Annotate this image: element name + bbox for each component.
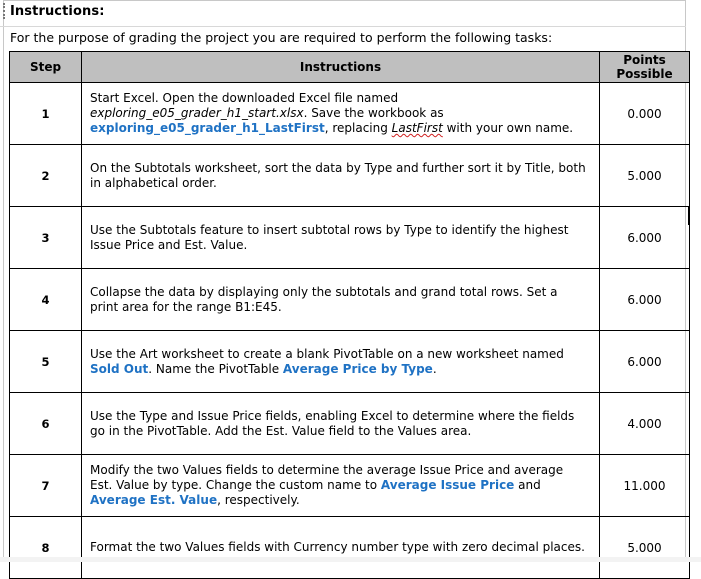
tasks-table: [9, 51, 690, 579]
instruction-fragment: .: [432, 361, 437, 376]
step-number: 8: [10, 517, 82, 579]
header-points-label: Points Possible: [616, 53, 673, 81]
points-value: 5.000: [600, 145, 690, 207]
points-value: 6.000: [600, 269, 690, 331]
text-cursor: [688, 207, 689, 225]
points-value: 5.000: [600, 517, 690, 579]
page-bottom-edge: [0, 557, 701, 562]
intro-text: For the purpose of grading the project you are required to perform the following tasks:: [10, 30, 553, 45]
table-move-handle[interactable]: [3, 3, 7, 19]
table-row: [10, 207, 690, 269]
table-row: [10, 455, 690, 517]
instruction-text: [82, 207, 600, 269]
header-instructions: Instructions: [82, 52, 600, 83]
points-value: 6.000: [600, 207, 690, 269]
instruction-text: [82, 269, 600, 331]
points-value: 0.000: [600, 83, 690, 145]
step-number: 2: [10, 145, 82, 207]
header-points: [600, 52, 690, 83]
instruction-fragment: Use the Art worksheet to create a blank PivotTable on a new worksheet named: [90, 346, 564, 361]
instruction-text: [82, 331, 600, 393]
instruction-fragment: , replacing: [324, 121, 392, 135]
instruction-fragment: Collapse the data by displaying only the subtotals and grand total rows. Set a print area for the range B1:E45.: [90, 284, 558, 314]
instruction-fragment: Average Price by Type: [282, 361, 433, 376]
instruction-fragment: Format the two Values fields with Currency number type with zero decimal places.: [90, 540, 585, 554]
table-row: [10, 393, 690, 455]
step-number: 1: [10, 83, 82, 145]
instruction-fragment: Sold Out: [90, 361, 149, 376]
page-title: Instructions:: [10, 4, 105, 19]
instruction-text: [82, 455, 600, 517]
instruction-fragment: LastFirst: [391, 121, 443, 135]
instruction-fragment: Use the Subtotals feature to insert subtotal rows by Type to identify the highest Issue Price and Est. Value.: [90, 222, 569, 252]
step-number: 4: [10, 269, 82, 331]
step-number: 6: [10, 393, 82, 455]
instruction-text: [82, 83, 600, 145]
instruction-text: [82, 517, 600, 579]
instruction-fragment: Use the Type and Issue Price fields, enabling Excel to determine where the fields go in the PivotTable. Add the Est. Value field to the Values area.: [90, 408, 575, 438]
instruction-text: [82, 393, 600, 455]
instruction-fragment: . Save the workbook as: [303, 106, 444, 120]
instruction-fragment: Average Issue Price: [380, 478, 515, 492]
instruction-fragment: with your own name.: [442, 121, 574, 135]
instruction-fragment: and: [514, 478, 541, 492]
table-row: [10, 517, 690, 579]
instruction-fragment: Average Est. Value: [90, 493, 218, 507]
instruction-fragment: Start Excel. Open the downloaded Excel file named: [90, 91, 399, 105]
step-number: 7: [10, 455, 82, 517]
instruction-fragment: On the Subtotals worksheet, sort the data by Type and further sort it by Title, both in alphabetical order.: [90, 160, 586, 190]
table-row: [10, 331, 690, 393]
table-header-row: [10, 52, 690, 83]
points-value: 6.000: [600, 331, 690, 393]
instruction-fragment: exploring_e05_grader_h1_start.xlsx: [90, 106, 304, 120]
table-row: [10, 83, 690, 145]
points-value: 4.000: [600, 393, 690, 455]
instruction-fragment: . Name the PivotTable: [148, 361, 283, 376]
points-value: 11.000: [600, 455, 690, 517]
instruction-fragment: Modify the two Values fields to determine the average Issue Price and average Est. Value by type. Change the custom name to: [90, 463, 564, 492]
step-number: 3: [10, 207, 82, 269]
instruction-text: [82, 145, 600, 207]
header-divider: [0, 26, 686, 27]
table-row: [10, 145, 690, 207]
instruction-fragment: , respectively.: [217, 493, 300, 507]
table-row: [10, 269, 690, 331]
header-step: Step: [10, 52, 82, 83]
step-number: 5: [10, 331, 82, 393]
instruction-fragment: exploring_e05_grader_h1_LastFirst: [90, 121, 325, 135]
